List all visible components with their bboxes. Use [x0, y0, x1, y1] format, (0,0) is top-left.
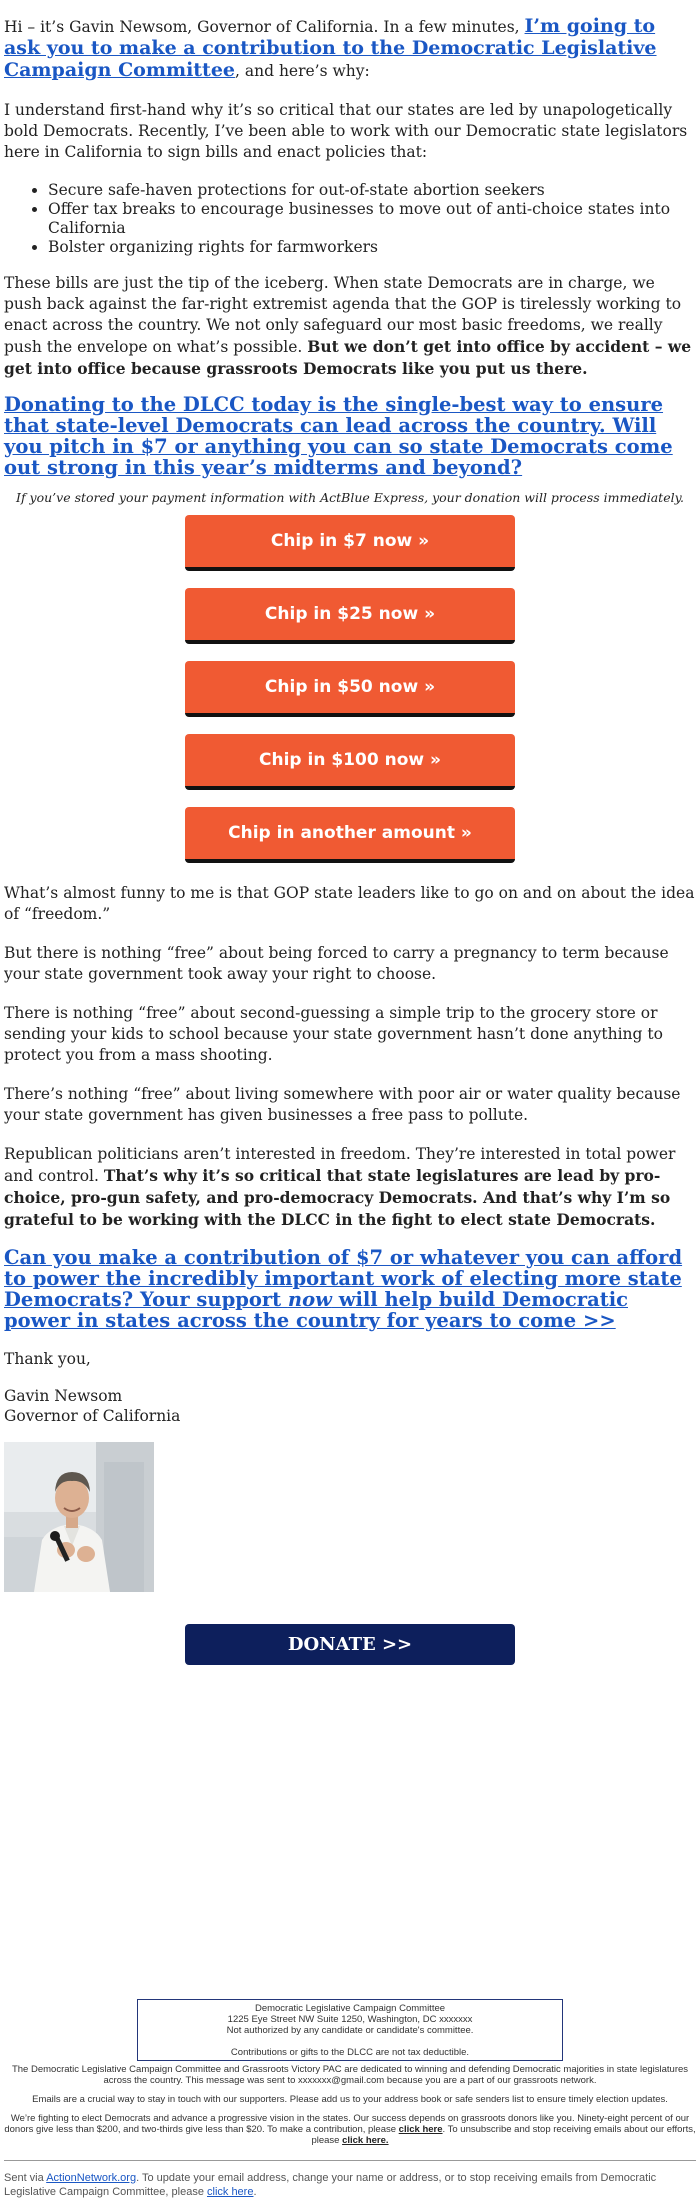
intro-contribution-link[interactable]: I’m going to ask you to make a contribution to the Democratic Legislative Campaign Committee — [4, 15, 657, 81]
signature-name: Gavin Newsom — [4, 1387, 123, 1405]
footer-fighting-text: We’re fighting to elect Democrats and advance a progressive vision in the states. Our success depends on grassroots donors like you. Ninety-eight percent of our donors give less than $200, and two-thirds give less than $20. To make a contribution, please — [4, 2113, 690, 2135]
paragraph-5: There is nothing “free” about second-guessing a simple trip to the grocery store or sending your kids to school because your state government hasn’t done anything to protect you from a mass shooting. — [4, 1004, 663, 1064]
sent-via-prefix: Sent via — [4, 2172, 47, 2184]
sent-via-end: . — [253, 2186, 257, 2198]
intro-text: Hi – it’s Gavin Newsom, Governor of California. In a few minutes, — [4, 18, 525, 36]
paragraph-4: But there is nothing “free” about being forced to carry a pregnancy to term because your state government took away your right to choose. — [4, 944, 669, 983]
footer-mission: The Democratic Legislative Campaign Committee and Grassroots Victory PAC are dedicated to winning and defending Democratic majorities in state legislatures across the country. This message was sent to xxxxxxx@gmail.com because you are a part of our grassroots network. — [11, 2064, 689, 2086]
paragraph-3: What’s almost funny to me is that GOP state leaders like to go on and on about the idea of “freedom.” — [4, 884, 695, 923]
unsubscribe-click-here-link[interactable]: click here. — [342, 2135, 389, 2146]
footer-address-box — [137, 1999, 563, 2061]
actionnetwork-link[interactable]: ActionNetwork.org — [46, 2172, 137, 2184]
intro-paragraph — [4, 16, 696, 82]
ask2-part1: Can you make a contribution of $7 or whatever you can afford to power the incredibly important work of electing more state Democrats? Your support — [4, 1246, 683, 1311]
paragraph-7-bold: That’s why it’s so critical that state legislatures are lead by pro-choice, pro-gun safety, and pro-democracy Democrats. And that’s why I’m so grateful to be working with the DLCC in the fight to elect state Democrats. — [4, 1166, 671, 1229]
footer-org: Democratic Legislative Campaign Committee — [254, 2003, 446, 2014]
chip-25-button[interactable]: Chip in $25 now » — [185, 588, 515, 644]
footer-address: 1225 Eye Street NW Suite 1250, Washington, DC xxxxxxx — [227, 2014, 473, 2025]
governor-photo — [4, 1442, 154, 1592]
sent-via — [4, 2171, 696, 2199]
chip-7-button[interactable]: Chip in $7 now » — [185, 515, 515, 571]
paragraph-2 — [4, 273, 696, 380]
footer-emails-note: Emails are a crucial way to stay in touch with our supporters. Please add us to your address book or safe senders list to ensure timely election updates. — [32, 2094, 668, 2105]
footer-not-authorized: Not authorized by any candidate or candidate's committee. — [226, 2025, 474, 2036]
paragraph-7 — [4, 1144, 696, 1231]
list-item: • Offer tax breaks to encourage businesses to move out of anti-choice states into California — [48, 200, 696, 238]
footer-unsubscribe-text: . To unsubscribe and stop receiving emails about our efforts, please — [311, 2124, 696, 2146]
paragraph-2-text: These bills are just the tip of the iceberg. When state Democrats are in charge, we push back against the far-right extremist agenda that the GOP is tirelessly working to enact across the country. We not only safeguard our most basic freedoms, we really push the envelope on what’s possible. — [4, 274, 682, 356]
sent-via-click-here-link[interactable]: click here — [207, 2186, 254, 2198]
list-item: • Secure safe-haven protections for out-of-state abortion seekers — [48, 181, 696, 200]
paragraph-1: I understand first-hand why it’s so critical that our states are led by unapologetically bold Democrats. Recently, I’ve been able to work with our Democratic state legislators here in California to sign bills and enact policies that: — [4, 101, 688, 161]
donate-button[interactable]: DONATE >> — [185, 1624, 515, 1665]
footer-divider — [4, 2160, 696, 2161]
ask2-italic: now — [287, 1288, 332, 1311]
paragraph-7-text: Republican politicians aren’t interested in freedom. They’re interested in total power and control. — [4, 1145, 676, 1185]
footer-tax-note: Contributions or gifts to the DLCC are not tax deductible. — [230, 2047, 470, 2058]
chip-buttons — [4, 515, 696, 883]
contribution-ask-link[interactable] — [4, 1247, 696, 1331]
intro-tail: , and here’s why: — [235, 62, 370, 80]
donate-ask-link[interactable]: Donating to the DLCC today is the single-best way to ensure that state-level Democrats can lead across the country. Will you pitch in $7 or anything you can so state Democrats come out strong in this year’s midterms and beyond? — [4, 393, 673, 479]
donate-section — [4, 1624, 696, 1665]
thanks: Thank you, — [4, 1350, 91, 1368]
signature-title: Governor of California — [4, 1407, 181, 1425]
spacer — [4, 1665, 696, 1999]
policy-list — [4, 181, 696, 257]
chip-100-button[interactable]: Chip in $100 now » — [185, 734, 515, 790]
contribute-click-here-link[interactable]: click here — [398, 2124, 443, 2135]
paragraph-2-bold: But we don’t get into office by accident – we get into office because grassroots Democrats like you put us there. — [4, 337, 692, 378]
sent-via-text: . To update your email address, change your name or address, or to stop receiving emails from Democratic Legislative Campaign Committee, please — [4, 2172, 657, 2198]
chip-50-button[interactable]: Chip in $50 now » — [185, 661, 515, 717]
list-item: • Bolster organizing rights for farmworkers — [48, 238, 696, 257]
actblue-express-note: If you’ve stored your payment information with ActBlue Express, your donation will process immediately. — [16, 490, 684, 505]
footer-fighting — [4, 2113, 696, 2146]
governor-photo-image — [4, 1442, 154, 1592]
ask2-part2: will help build Democratic power in states across the country for years to come >> — [4, 1288, 628, 1332]
chip-other-amount-button[interactable]: Chip in another amount » — [185, 807, 515, 863]
paragraph-6: There’s nothing “free” about living somewhere with poor air or water quality because your state government has given businesses a free pass to pollute. — [4, 1085, 681, 1124]
